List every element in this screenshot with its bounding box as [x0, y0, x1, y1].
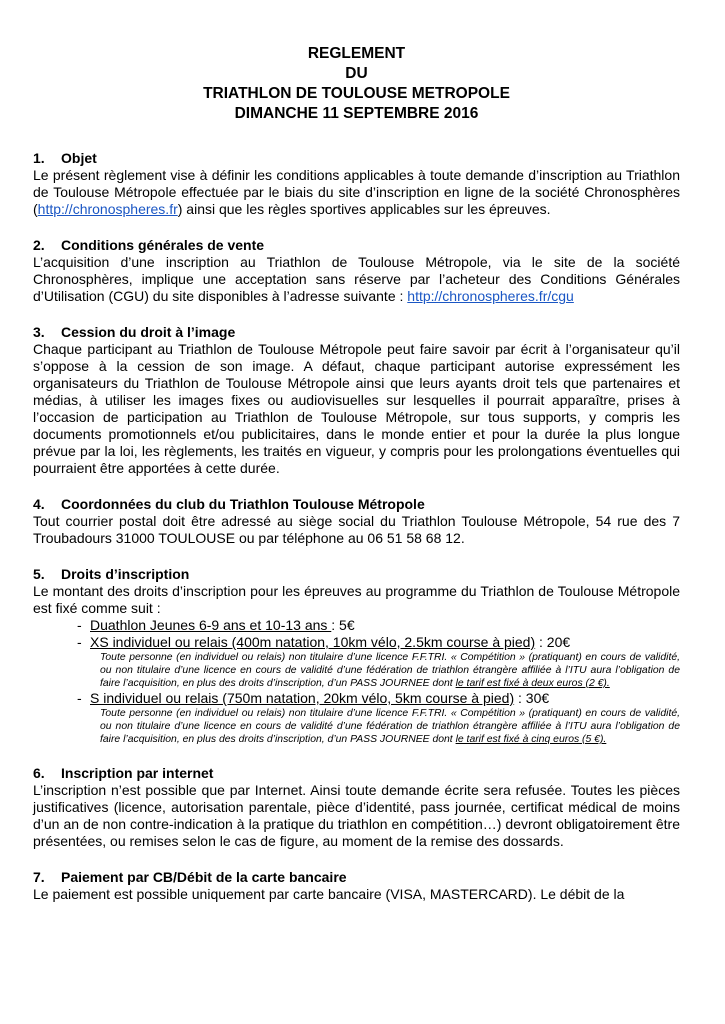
section-number: 2. — [33, 237, 45, 253]
section-title: Objet — [61, 150, 97, 166]
fee-note — [90, 707, 680, 746]
section-paiement — [33, 869, 680, 903]
section-coordonnees — [33, 496, 680, 547]
note-text: Toute personne (en individuel ou relais) non titulaire d’une licence F.F.TRI. « Compétition » (pratiquant) en cours de validité, ou non titulaire d’une licence en cours de validité d’une fédération de triathlon étrangère affiliée à l’ITU aura l’obligation de faire l’acquisition, en plus des droits d’inscription, d’un PASS JOURNEE dont — [100, 708, 680, 745]
note-tarif: le tarif est fixé à cinq euros (5 €). — [455, 734, 607, 745]
section-paragraph: Le paiement est possible uniquement par carte bancaire (VISA, MASTERCARD). Le débit de la — [33, 886, 625, 902]
fee-item — [77, 634, 680, 690]
list-dash: - — [77, 690, 82, 706]
fee-price: : 30€ — [514, 690, 550, 706]
list-dash: - — [77, 634, 82, 650]
list-dash: - — [77, 617, 82, 633]
section-heading — [33, 150, 680, 167]
fee-price: : 5€ — [331, 617, 355, 633]
section-title: Paiement par CB/Débit de la carte bancaire — [61, 869, 347, 885]
section-title: Droits d’inscription — [61, 566, 190, 582]
section-heading — [33, 237, 680, 254]
section-title: Inscription par internet — [61, 765, 214, 781]
section-title: Conditions générales de vente — [61, 237, 265, 253]
section-title: Coordonnées du club du Triathlon Toulouse Métropole — [61, 496, 425, 512]
section-number: 1. — [33, 150, 45, 166]
section-droit-image — [33, 324, 680, 477]
fee-item — [77, 617, 680, 634]
section-paragraph: Le montant des droits d’inscription pour les épreuves au programme du Triathlon de Toulouse Métropole est fixé comme suit : — [33, 583, 680, 616]
fee-label: Duathlon Jeunes 6-9 ans et 10-13 ans — [90, 617, 332, 633]
note-tarif: le tarif est fixé à deux euros (2 €). — [455, 678, 610, 689]
section-conditions — [33, 237, 680, 305]
section-paragraph: L’inscription n’est possible que par Internet. Ainsi toute demande écrite sera refusée. Toutes les pièces justificatives (licence, autorisation parentale, pièce d’identité, pass journée, certificat médical de moins d’un an de non contre-indication à la pratique du triathlon en compétition…) devront obligatoirement être présentées, ou remises selon le cas de figure, au moment de la remise des dossards. — [33, 782, 680, 849]
fee-price: : 20€ — [535, 634, 571, 650]
section-title: Cession du droit à l’image — [61, 324, 236, 340]
note-text: Toute personne (en individuel ou relais) non titulaire d’une licence F.F.TRI. « Compétition » (pratiquant) en cours de validité, ou non titulaire d’une licence en cours de validité d’une fédération de triathlon étrangère affiliée à l’ITU aura l’obligation de faire l’acquisition, en plus des droits d’inscription, d’un PASS JOURNEE dont — [100, 652, 680, 689]
fee-label: XS individuel ou relais (400m natation, 10km vélo, 2.5km course à pied) — [90, 634, 536, 650]
fee-item — [77, 690, 680, 746]
section-heading — [33, 869, 680, 886]
title-line: DU — [345, 65, 368, 82]
paragraph-text: L’acquisition d’une inscription au Triathlon de Toulouse Métropole, via le site de la société Chronosphères, implique une acceptation sans réserve par l’acheteur des Conditions Générales d’Utilisation (CGU) du site disponibles à l’adresse suivante : — [33, 254, 680, 304]
section-droits-inscription — [33, 566, 680, 746]
title-line: REGLEMENT — [307, 45, 406, 62]
section-heading — [33, 496, 680, 513]
section-number: 5. — [33, 566, 45, 582]
title-line: TRIATHLON DE TOULOUSE METROPOLE — [203, 85, 510, 102]
section-paragraph — [33, 167, 680, 218]
section-number: 4. — [33, 496, 45, 512]
title-line: DIMANCHE 11 SEPTEMBRE 2016 — [234, 105, 479, 122]
section-number: 6. — [33, 765, 45, 781]
section-paragraph — [33, 254, 680, 305]
paragraph-text: Le présent règlement vise à définir les conditions applicables à toute demande d’inscription au Triathlon de Toulouse Métropole effectuée par le biais du site d’inscription en ligne de la société Chronosphères ( — [33, 167, 680, 217]
fee-label: S individuel ou relais (750m natation, 20km vélo, 5km course à pied) — [90, 690, 515, 706]
section-number: 7. — [33, 869, 45, 885]
section-paragraph: Chaque participant au Triathlon de Toulouse Métropole peut faire savoir par écrit à l’organisateur qu’il s’oppose à la cession de son image. A défaut, chaque participant autorise expressément les organisateurs du Triathlon de Toulouse Métropole ainsi que leurs ayants droit tels que partenaires et médias, à utiliser les images fixes ou audiovisuelles sur lesquelles il pourrait apparaître, prises à l’occasion de participation au Triathlon de Toulouse Métropole, sur tous supports, y compris les documents promotionnels et/ou publicitaires, dans le monde entier et pour la durée la plus longue prévue par la loi, les règlements, les traités en vigueur, y compris pour les prolongations éventuelles qui pourraient être apportées à cette durée. — [33, 341, 680, 476]
section-number: 3. — [33, 324, 45, 340]
paragraph-text: ) ainsi que les règles sportives applicables sur les épreuves. — [177, 201, 551, 217]
fee-note — [90, 651, 680, 690]
section-inscription-internet — [33, 765, 680, 850]
section-heading — [33, 765, 680, 782]
cgu-link[interactable]: http://chronospheres.fr/cgu — [407, 288, 574, 304]
fee-list — [33, 617, 680, 746]
document-title — [33, 44, 680, 124]
section-heading — [33, 324, 680, 341]
chronospheres-link[interactable]: http://chronospheres.fr — [37, 201, 178, 217]
document-page — [33, 44, 680, 903]
section-heading — [33, 566, 680, 583]
section-objet — [33, 150, 680, 218]
section-paragraph: Tout courrier postal doit être adressé au siège social du Triathlon Toulouse Métropole, 54 rue des 7 Troubadours 31000 TOULOUSE ou par téléphone au 06 51 58 68 12. — [33, 513, 680, 546]
